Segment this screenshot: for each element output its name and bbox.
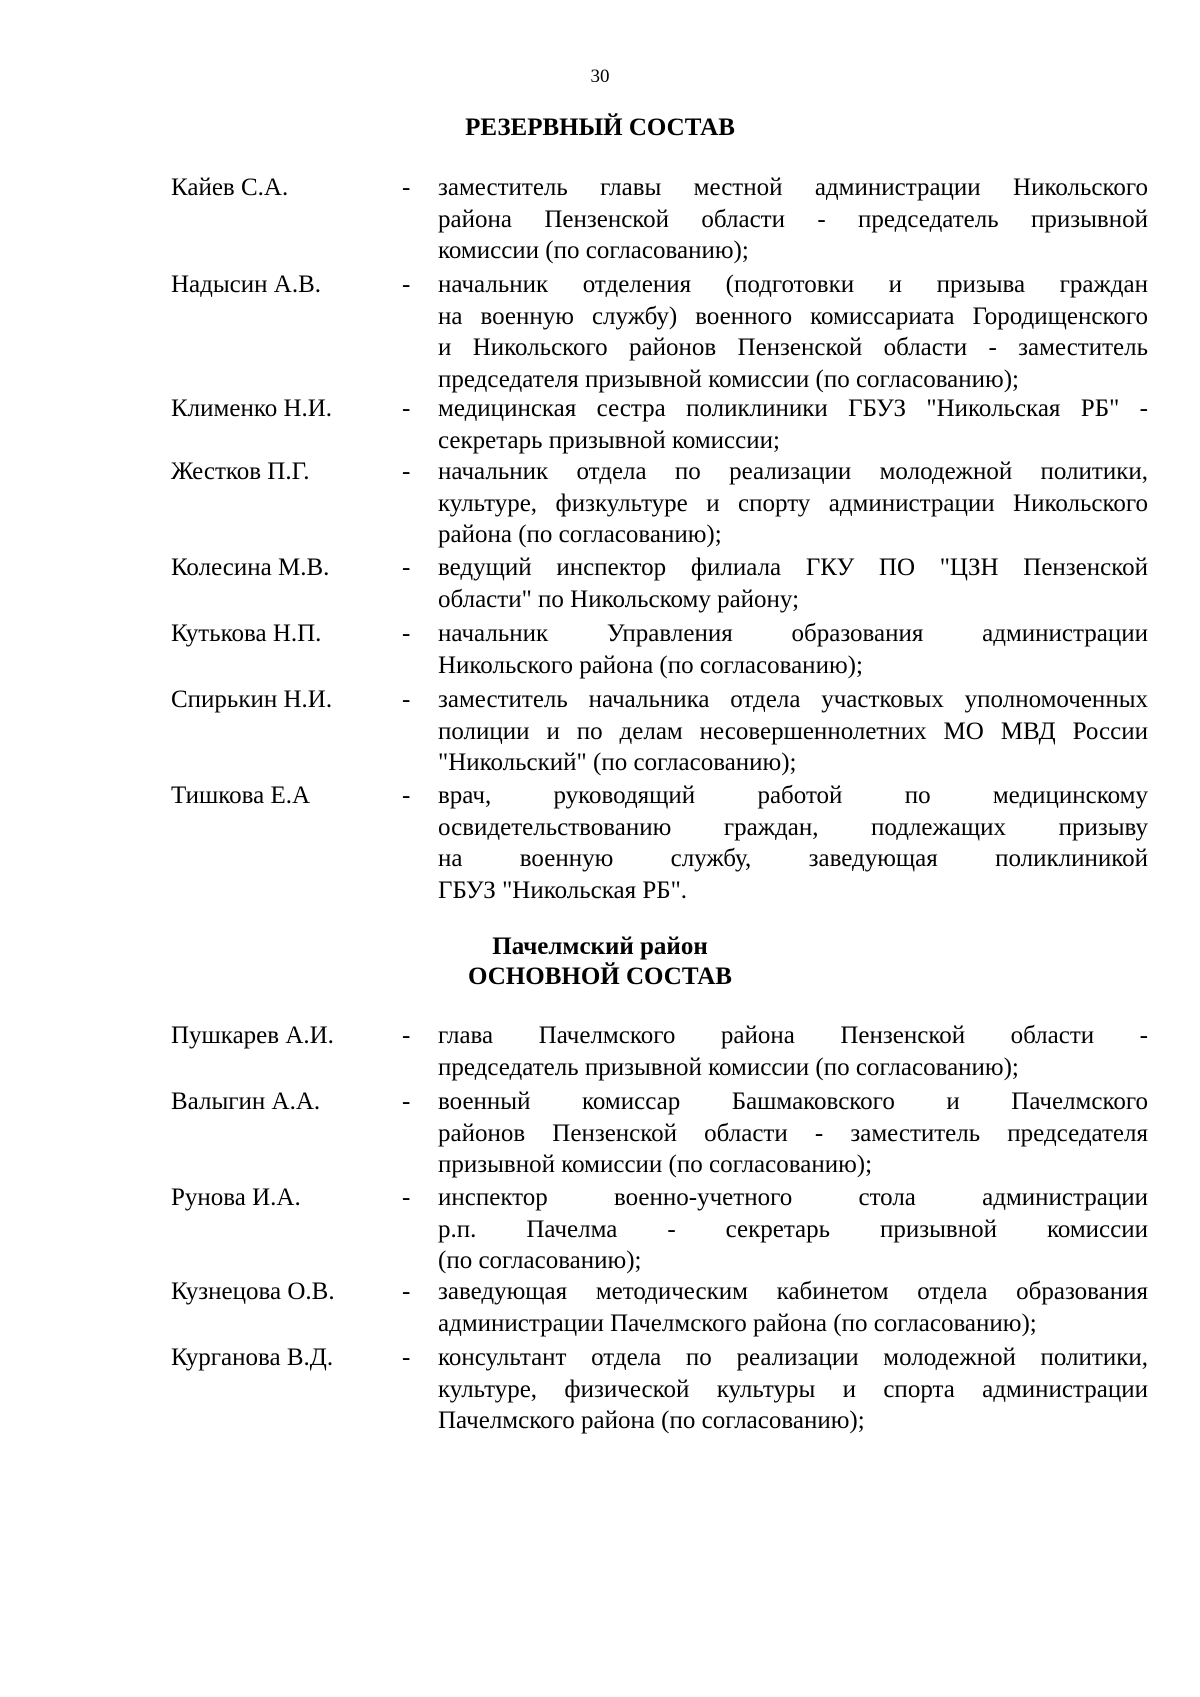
- position-line: инспектор военно-учетного стола администрации: [438, 1184, 1148, 1211]
- member-position: [438, 780, 1148, 906]
- position-line: ГБУЗ "Никольская РБ".: [438, 876, 688, 904]
- member-position: [438, 172, 1148, 267]
- position-line: председателя призывной комиссии (по согласованию);: [438, 365, 1019, 393]
- position-line: освидетельствованию граждан, подлежащих призыву: [438, 813, 1148, 841]
- position-line: секретарь призывной комиссии;: [438, 426, 780, 454]
- position-line: и Никольского районов Пензенской области - заместитель: [438, 334, 1148, 361]
- separator-dash: -: [402, 620, 411, 647]
- member-position: [438, 552, 1148, 615]
- section-title-main: ОСНОВНОЙ СОСТАВ: [468, 963, 732, 990]
- member-name: Валыгин А.А.: [171, 1088, 321, 1115]
- member-position: [438, 1342, 1148, 1437]
- separator-dash: -: [402, 458, 411, 485]
- separator-dash: -: [402, 782, 411, 809]
- position-line: районов Пензенской области - заместитель председателя: [438, 1119, 1148, 1147]
- separator-dash: -: [402, 1278, 411, 1305]
- position-line: заместитель главы местной администрации Никольского: [438, 174, 1148, 201]
- member-name: Колесина М.В.: [171, 554, 330, 581]
- separator-dash: -: [402, 1344, 411, 1371]
- separator-dash: -: [402, 1088, 411, 1115]
- position-line: Никольского района (по согласованию);: [438, 651, 863, 679]
- member-position: [438, 684, 1148, 779]
- position-line: врач, руководящий работой по медицинскому: [438, 782, 1148, 809]
- position-line: культуре, физической культуры и спорта администрации: [438, 1375, 1148, 1403]
- member-name: Тишкова Е.А: [171, 782, 311, 809]
- position-line: "Никольский" (по согласованию);: [438, 749, 797, 776]
- member-name: Жестков П.Г.: [171, 458, 310, 485]
- position-line: администрации Пачелмского района (по согласованию);: [438, 1309, 1037, 1337]
- separator-dash: -: [402, 395, 411, 422]
- member-name: Курганова В.Д.: [171, 1344, 334, 1371]
- separator-dash: -: [402, 1022, 411, 1049]
- position-line: на военную службу) военного комиссариата Городищенского: [438, 302, 1148, 330]
- position-line: начальник Управления образования администрации: [438, 620, 1148, 647]
- district-title: Пачелмский район: [492, 933, 708, 960]
- position-line: на военную службу, заведующая поликлиникой: [438, 845, 1148, 872]
- position-line: района Пензенской области - председатель призывной: [438, 205, 1148, 233]
- member-position: [438, 618, 1148, 681]
- position-line: Пачелмского района (по согласованию);: [438, 1407, 865, 1434]
- position-line: начальник отделения (подготовки и призыва граждан: [438, 271, 1148, 298]
- position-line: (по согласованию);: [438, 1247, 642, 1274]
- member-name: Клименко Н.И.: [171, 395, 333, 422]
- position-line: полиции и по делам несовершеннолетних МО МВД России: [438, 717, 1148, 745]
- position-line: области" по Никольскому району;: [438, 585, 800, 613]
- member-name: Рунова И.А.: [171, 1184, 301, 1211]
- position-line: р.п. Пачелма - секретарь призывной комиссии: [438, 1215, 1148, 1243]
- separator-dash: -: [402, 686, 411, 713]
- separator-dash: -: [402, 554, 411, 581]
- position-line: комиссии (по согласованию);: [438, 237, 749, 264]
- position-line: призывной комиссии (по согласованию);: [438, 1151, 873, 1178]
- separator-dash: -: [402, 271, 411, 298]
- separator-dash: -: [402, 174, 411, 201]
- member-position: [438, 1086, 1148, 1181]
- member-position: [438, 1182, 1148, 1277]
- position-line: медицинская сестра поликлиники ГБУЗ "Никольская РБ" -: [438, 395, 1148, 422]
- member-position: [438, 1020, 1148, 1083]
- member-name: Пушкарев А.И.: [171, 1022, 334, 1049]
- position-line: председатель призывной комиссии (по согласованию);: [438, 1053, 1019, 1081]
- member-name: Кайев С.А.: [171, 174, 289, 201]
- page-number: 30: [590, 66, 610, 87]
- position-line: глава Пачелмского района Пензенской области -: [438, 1022, 1148, 1049]
- position-line: заведующая методическим кабинетом отдела образования: [438, 1278, 1148, 1305]
- position-line: культуре, физкультуре и спорту администрации Никольского: [438, 489, 1148, 517]
- member-position: [438, 456, 1148, 551]
- member-name: Надысин А.В.: [171, 271, 321, 298]
- member-position: [438, 269, 1148, 395]
- position-line: консультант отдела по реализации молодежной политики,: [438, 1344, 1148, 1371]
- position-line: начальник отдела по реализации молодежной политики,: [438, 458, 1148, 485]
- member-name: Кутькова Н.П.: [171, 620, 322, 647]
- member-name: Спирькин Н.И.: [171, 686, 333, 713]
- member-position: [438, 393, 1148, 456]
- member-position: [438, 1276, 1148, 1339]
- section-title-reserve: РЕЗЕРВНЫЙ СОСТАВ: [465, 114, 735, 141]
- member-name: Кузнецова О.В.: [171, 1278, 335, 1305]
- position-line: военный комиссар Башмаковского и Пачелмского: [438, 1088, 1148, 1115]
- position-line: района (по согласованию);: [438, 521, 722, 548]
- position-line: ведущий инспектор филиала ГКУ ПО "ЦЗН Пензенской: [438, 554, 1148, 581]
- position-line: заместитель начальника отдела участковых уполномоченных: [438, 686, 1148, 713]
- separator-dash: -: [402, 1184, 411, 1211]
